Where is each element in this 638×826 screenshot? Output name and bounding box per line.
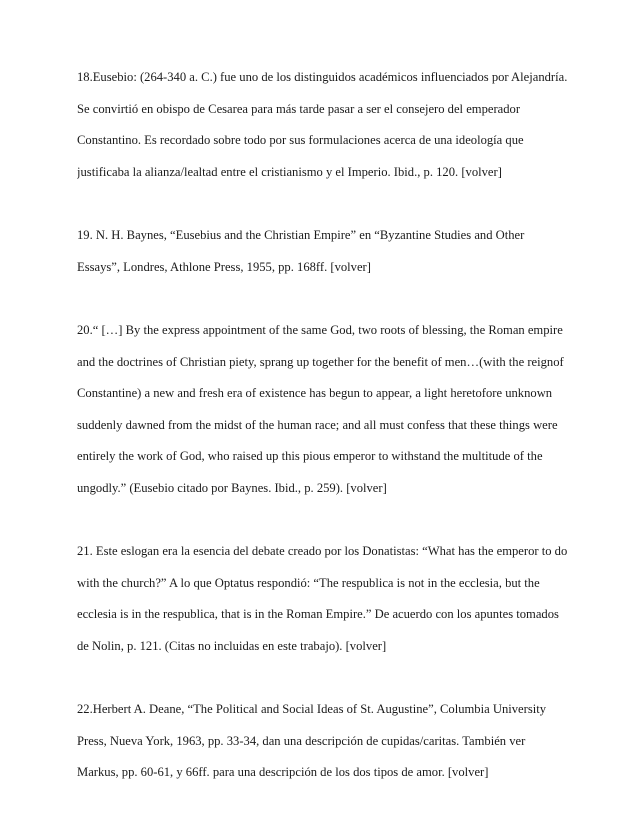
footnote-line: Constantine) a new and fresh era of existence has begun to appear, a light heretofore unknown [77,386,553,400]
footnote-line: 19. N. H. Baynes, “Eusebius and the Christian Empire” en “Byzantine Studies and Other [77,228,525,242]
footnote-line: 21. Este eslogan era la esencia del debate creado por los Donatistas: “What has the emperor to do [77,544,568,558]
footnote-line: Markus, pp. 60-61, y 66ff. para una descripción de los dos tipos de amor. [volver] [77,765,489,779]
footnote-line: Press, Nueva York, 1963, pp. 33-34, dan una descripción de cupidas/caritas. También ver [77,733,526,748]
footnote-line: 20.“ […] By the express appointment of the same God, two roots of blessing, the Roman empire [77,323,563,337]
footnote-line: entirely the work of God, who raised up this pious emperor to withstand the multitude of the [77,449,543,463]
footnote-line: ungodly.” (Eusebio citado por Baynes. Ibid., p. 259). [volver] [77,480,387,495]
footnote-19 [77,220,577,283]
footnote-list [77,62,577,789]
footnote-line: and the doctrines of Christian piety, sprang up together for the benefit of men…(with the reignof [77,354,564,369]
footnote-line: Se convirtió en obispo de Cesarea para más tarde pasar a ser el consejero del emperador [77,101,521,116]
footnote-line: 18.Eusebio: (264-340 a. C.) fue uno de los distinguidos académicos influenciados por Alejandría. [77,70,568,84]
footnote-line: justificaba la alianza/lealtad entre el cristianismo y el Imperio. Ibid., p. 120. [volver] [77,164,502,179]
footnote-18 [77,62,577,188]
footnote-line: de Nolin, p. 121. (Citas no incluidas en este trabajo). [volver] [77,638,387,653]
footnote-line: Essays”, Londres, Athlone Press, 1955, pp. 168ff. [volver] [77,259,371,274]
footnote-line: suddenly dawned from the midst of the human race; and all must confess that these things were [77,417,558,432]
footnote-line: with the church?” A lo que Optatus respondió: “The respublica is not in the ecclesia, but the [77,575,540,590]
footnote-line: Constantino. Es recordado sobre todo por sus formulaciones acerca de una ideología que [77,133,524,147]
footnote-21 [77,536,577,662]
footnote-20 [77,315,577,504]
footnote-line: ecclesia is in the respublica, that is in the Roman Empire.” De acuerdo con los apuntes tomados [77,607,559,621]
footnote-line: 22.Herbert A. Deane, “The Political and Social Ideas of St. Augustine”, Columbia University [77,702,547,716]
footnote-22 [77,694,577,789]
